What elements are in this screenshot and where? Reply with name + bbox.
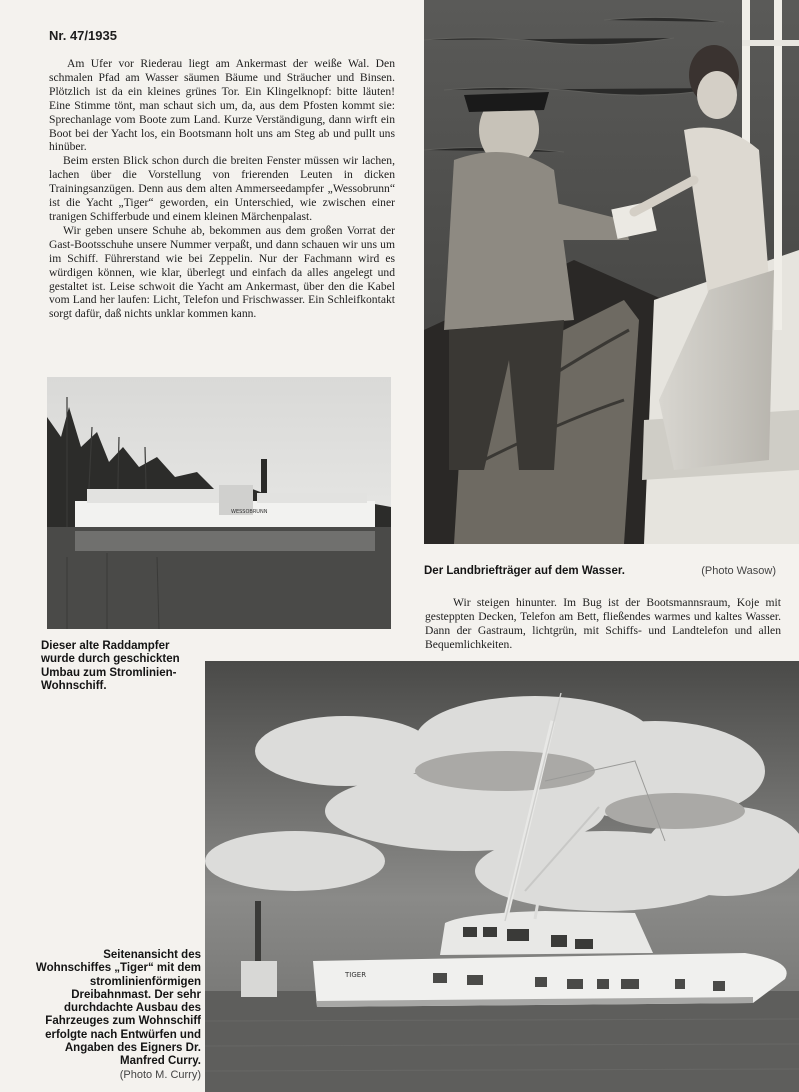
- issue-number: Nr. 47/1935: [49, 28, 117, 43]
- article-paragraph: Am Ufer vor Riederau liegt am Ankermast der weiße Wal. Den schmalen Pfad am Wasser säumen Bäume und Sträucher und Binsen. Plötzlich ist da ein kleines grünes Tor. Ein Klingelknopf: bitte läuten! Eine Stimme tönt, man schaut sich um, da, aus dem Pfosten kommt sie: Sprechanlage vom Boote zum Land. Kurze Verständigung, dann wirft ein Boot bei der Yacht los, ein Bootsmann holt uns am Steg ab und pullt uns hinüber.: [49, 57, 395, 154]
- caption-text: Der Landbriefträger auf dem Wasser.: [424, 565, 625, 577]
- photo-credit: (Photo M. Curry): [119, 1068, 201, 1081]
- steamer-name: WESSOBRUNN: [231, 509, 268, 515]
- yacht-name: TIGER: [345, 971, 367, 979]
- article-column-left: [49, 57, 395, 321]
- caption-text: Seitenansicht des Wohnschiffes „Tiger“ mit dem stromlinienförmigen Dreibahnmast. Der sehr durchdachte Ausbau des Fahrzeuges zum Wohnschiff erfolgte nach Entwürfen und Angaben des Eigners Dr. Manfred Curry.: [35, 949, 201, 1068]
- article-paragraph: Wir geben unsere Schuhe ab, bekommen aus dem großen Vorrat der Gast-Bootsschuhe unsere Nummer verpaßt, und dann schauen wir uns um im Schiff. Führerstand wie bei Zeppelin. Nur der Fachmann wird es würdigen können, wie klar, überlegt und einfach da alles angelegt und gestaltet ist. Leise schwoit die Yacht am Ankermast, über den die Kabel vom Land her laufen: Licht, Telefon und Frischwasser. Ein Schleifkontakt sorgt dafür, daß nichts unklar kommen kann.: [49, 223, 395, 321]
- article-paragraph: Wir steigen hinunter. Im Bug ist der Bootsmannsraum, Koje mit gesteppten Decken, Telefon am Bett, fließendes warmes und kaltes Wasser. Dann der Gastraum, lichtgrün, mit Schiffs- und Landtelefon und allen Bequemlichkeiten.: [425, 596, 781, 651]
- article-column-right: [425, 596, 781, 652]
- postman-caption: [424, 565, 776, 578]
- paddle-steamer-photo: [47, 377, 391, 629]
- tiger-caption: [29, 949, 201, 1082]
- tiger-yacht-photo: [205, 661, 799, 1092]
- article-paragraph: Beim ersten Blick schon durch die breiten Fenster müssen wir lachen, lachen über die Vorstellung von frierenden Leuten in dicken Trainingsanzügen. Denn aus dem alten Ammerseedampfer „Wessobrunn“ ist die Yacht „Tiger“ geworden, ein Unterschied, wie zwischen einer tranigen Schifferbude und einem kleinen Märchenpalast.: [49, 154, 395, 223]
- postman-photo: [424, 0, 799, 544]
- paddle-steamer-caption: Dieser alte Raddampfer wurde durch geschickten Umbau zum Stromlinien-Wohnschiff.: [41, 640, 180, 692]
- photo-credit: (Photo Wasow): [701, 565, 776, 577]
